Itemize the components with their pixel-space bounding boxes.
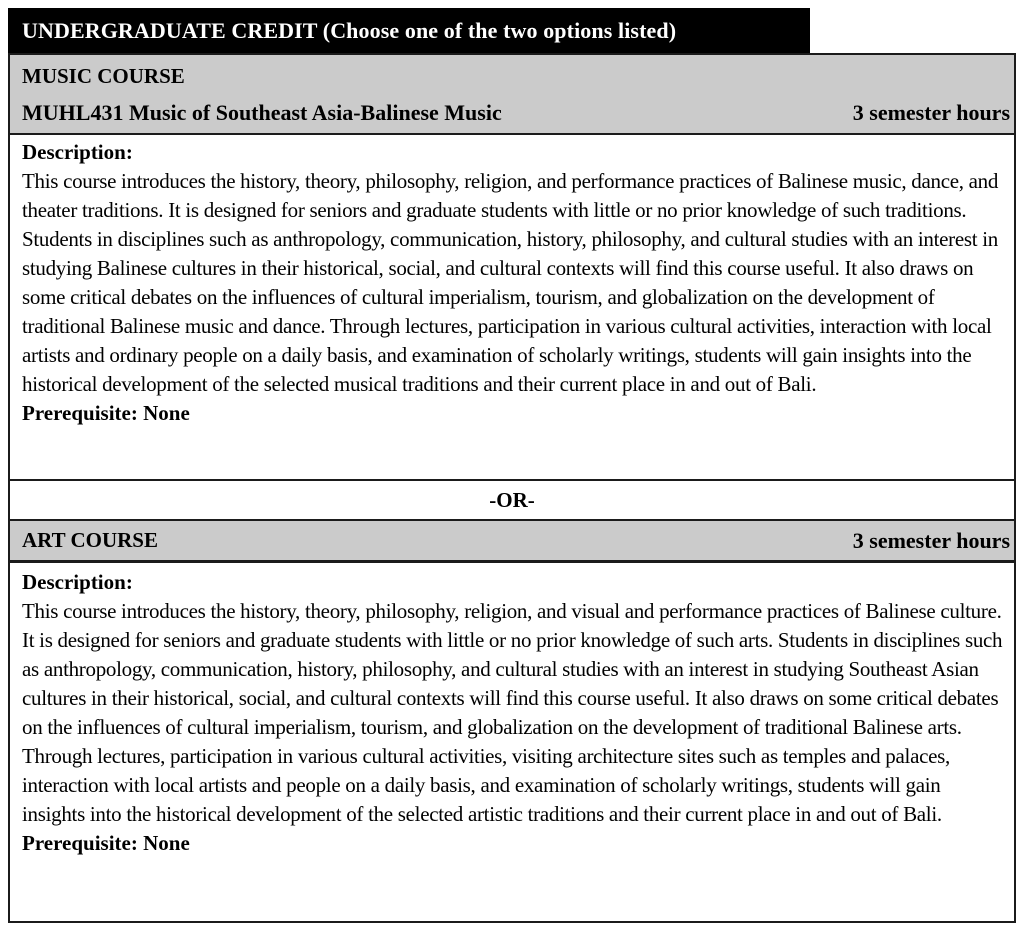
music-description-row — [10, 135, 1014, 481]
art-description-text: This course introduces the history, theory, philosophy, religion, and visual and performance practices of Balinese culture. It is designed for seniors and graduate students with little or no prior knowledge of such arts. Students in disciplines such as anthropology, communication, history, philosophy, and cultural studies with an interest in studying Southeast Asian cultures in their historical, social, and cultural contexts will find this course useful. It also draws on some critical debates on the influences of cultural imperialism, tourism, and globalization on the development of traditional Balinese arts. Through lectures, participation in various cultural activities, visiting architecture sites such as temples and palaces, interaction with local artists and people on a daily basis, and examination of scholarly writings, students will gain insights into the historical development of the selected artistic traditions and their current place in and out of Bali. — [22, 599, 1003, 826]
music-course-title: MUHL431 Music of Southeast Asia-Balinese Music — [22, 100, 502, 125]
music-category-label: MUSIC COURSE — [22, 64, 185, 88]
course-options-table — [8, 53, 1016, 923]
music-course-title-line — [22, 100, 1010, 126]
music-course-header-row — [10, 55, 1014, 135]
undergraduate-credit-header — [8, 8, 810, 53]
art-credit-hours: 3 semester hours — [852, 527, 1010, 553]
music-prerequisite-text: Prerequisite: None — [22, 401, 190, 425]
art-course-header-row — [10, 521, 1014, 563]
or-divider-label: -OR- — [489, 487, 535, 512]
undergraduate-credit-header-label: UNDERGRADUATE CREDIT (Choose one of the two options listed) — [22, 17, 677, 43]
art-prerequisite-text: Prerequisite: None — [22, 831, 190, 855]
art-category-label: ART COURSE — [22, 528, 158, 552]
music-description-text: This course introduces the history, theory, philosophy, religion, and performance practices of Balinese music, dance, and theater traditions. It is designed for seniors and graduate students with little or no prior knowledge of such traditions. Students in disciplines such as anthropology, communication, history, philosophy, and cultural studies with an interest in studying Balinese cultures in their historical, social, and cultural contexts will find this course useful. It also draws on some critical debates on the influences of cultural imperialism, tourism, and globalization on the development of traditional Balinese music and dance. Through lectures, participation in various cultural activities, interaction with local artists and ordinary people on a daily basis, and examination of scholarly writings, students will gain insights into the historical development of the selected musical traditions and their current place in and out of Bali. — [22, 169, 999, 396]
art-description-label: Description: — [22, 570, 133, 594]
art-description-row — [10, 563, 1014, 922]
music-description-label: Description: — [22, 140, 133, 164]
or-divider-row — [10, 481, 1014, 521]
music-credit-hours: 3 semester hours — [852, 100, 1010, 125]
